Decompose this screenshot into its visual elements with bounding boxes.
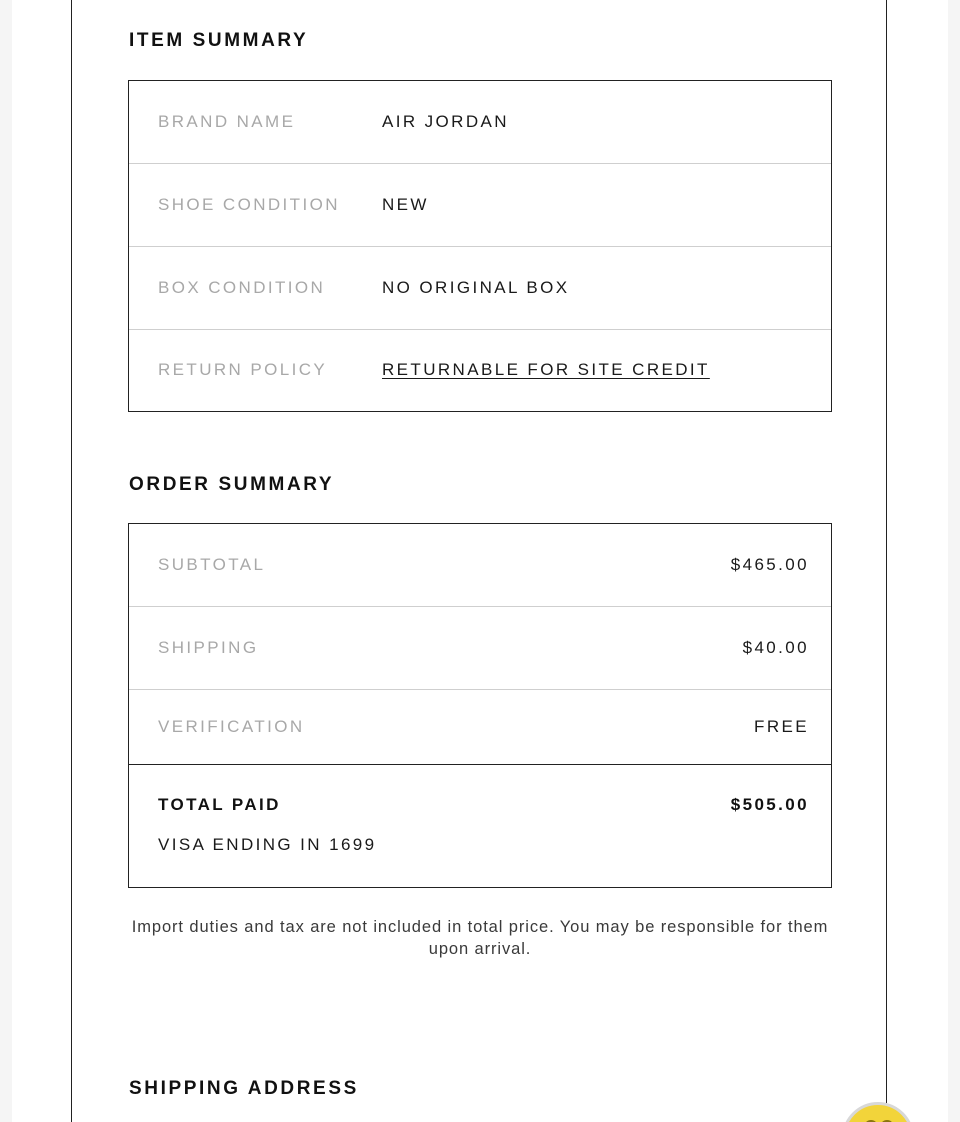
order-row-verification xyxy=(129,690,831,764)
chat-bubble-icon xyxy=(859,1113,899,1122)
order-row-shipping xyxy=(129,607,831,690)
item-row-box-condition xyxy=(129,247,831,330)
shipping-address-title: SHIPPING ADDRESS xyxy=(129,1078,359,1099)
shipping-label: SHIPPING xyxy=(158,638,259,657)
subtotal-value: $465.00 xyxy=(730,555,809,574)
verification-value: FREE xyxy=(754,717,809,736)
item-summary-title: ITEM SUMMARY xyxy=(129,30,309,51)
tax-note: Import duties and tax are not included in total price. You may be responsible for them upon arrival. xyxy=(131,918,829,958)
order-summary-table xyxy=(128,523,832,888)
shoe-condition-value: NEW xyxy=(382,195,429,214)
brand-name-value: AIR JORDAN xyxy=(382,112,509,131)
subtotal-label: SUBTOTAL xyxy=(158,555,266,574)
total-paid-label: TOTAL PAID xyxy=(158,795,281,814)
total-paid-value: $505.00 xyxy=(730,795,809,814)
total-paid-block xyxy=(129,764,831,886)
shoe-condition-label: SHOE CONDITION xyxy=(158,195,340,214)
item-summary-table xyxy=(128,80,832,412)
item-row-return-policy xyxy=(129,330,831,410)
box-condition-value: NO ORIGINAL BOX xyxy=(382,278,570,297)
return-policy-link[interactable]: RETURNABLE FOR SITE CREDIT xyxy=(382,360,710,379)
order-summary-title: ORDER SUMMARY xyxy=(129,474,335,495)
shipping-value: $40.00 xyxy=(742,638,809,657)
payment-method: VISA ENDING IN 1699 xyxy=(158,835,377,854)
order-row-subtotal xyxy=(129,524,831,607)
return-policy-label: RETURN POLICY xyxy=(158,360,328,379)
total-paid-line xyxy=(158,795,809,815)
box-condition-label: BOX CONDITION xyxy=(158,278,326,297)
item-row-brand xyxy=(129,81,831,164)
item-row-shoe-condition xyxy=(129,164,831,247)
verification-label: VERIFICATION xyxy=(158,717,305,736)
brand-name-label: BRAND NAME xyxy=(158,112,296,131)
